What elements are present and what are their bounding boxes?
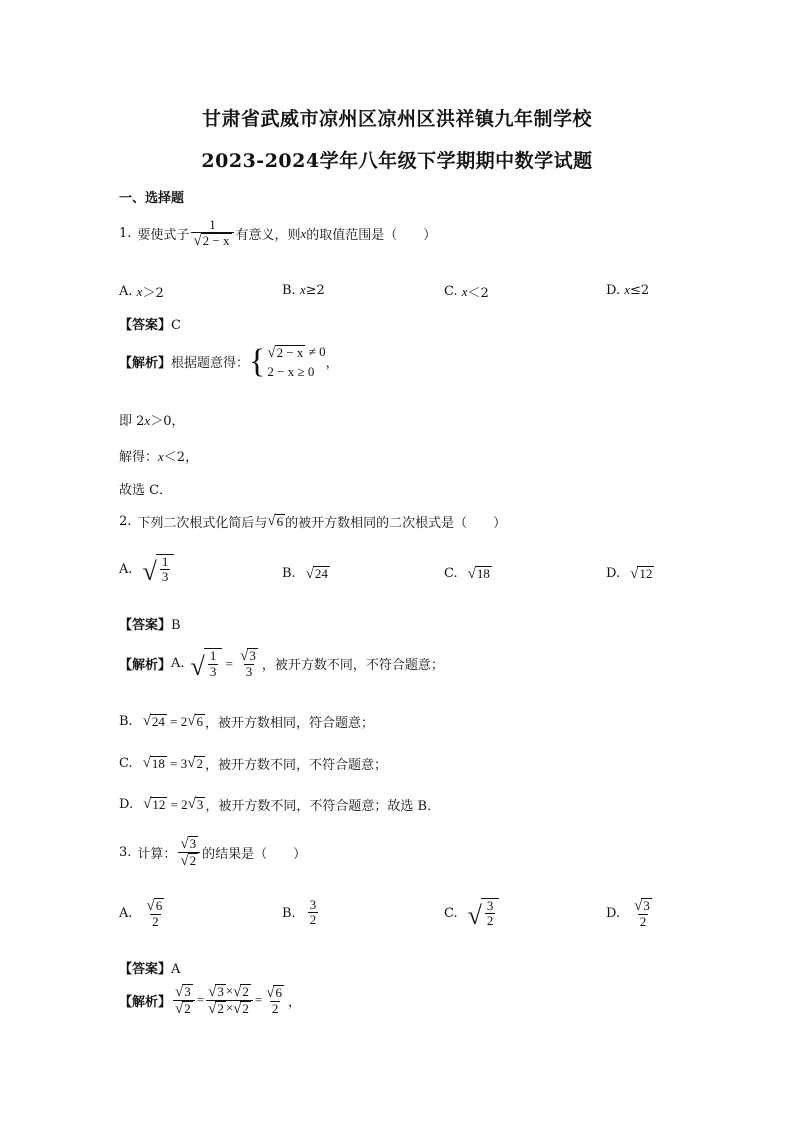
radical-icon: √ [187, 755, 196, 772]
radicand: 24 [151, 713, 165, 729]
radicand: 2 − x [202, 233, 230, 249]
analysis-tag: 【解析】 [119, 994, 172, 1010]
radicand: 2 [184, 1001, 191, 1017]
option-label: B. [119, 714, 133, 729]
analysis-text: 即 2 [119, 414, 145, 429]
fraction-denominator: 3 [209, 663, 217, 679]
option-label: D. [606, 282, 621, 298]
radical-icon: √ [190, 651, 205, 681]
fraction [191, 218, 233, 249]
question-number: 1. [119, 226, 132, 242]
equals-sign: = [166, 755, 181, 771]
question-number: 3. [119, 844, 132, 860]
brace-icon: { [249, 342, 266, 380]
radicand: 6 [155, 898, 163, 914]
answer-value: A [171, 962, 181, 977]
option-text: ≤2 [630, 282, 650, 298]
analysis-line: 【解析】 √ 3 √ 2 = √ 3 × √ 2 √ 2 × √ 2 = √ 6 2 ， [119, 983, 301, 1017]
equation-text: 2 − x ≥ 0 [267, 363, 315, 379]
option-label: C. [444, 566, 458, 582]
analysis-line [119, 712, 374, 731]
option-label: A. [171, 656, 185, 672]
fraction-denominator: 2 [309, 912, 317, 928]
analysis-text: 解得： [119, 450, 159, 465]
variable: x [158, 449, 164, 464]
analysis-text: ，被开方数不同，不符合题意； [204, 758, 387, 773]
radicand: 3 [184, 984, 191, 1000]
option-text: ＞2 [142, 286, 164, 301]
radical-icon: √ [267, 513, 276, 530]
radical-icon: √ [187, 796, 196, 813]
analysis-tag: 【解析】 [119, 658, 172, 674]
radical-icon: √ [175, 983, 184, 1000]
fraction-numerator: 1 [209, 217, 216, 232]
radicand: 12 [152, 796, 166, 812]
answer-line [119, 614, 181, 633]
variable: x [461, 283, 468, 299]
answer-line [119, 314, 181, 333]
option-d [606, 282, 649, 298]
question-text: 有意义，则 [235, 228, 301, 244]
option-label: D. [119, 797, 134, 812]
radical-icon: √ [467, 901, 482, 931]
option-a [119, 554, 174, 585]
page-title-line1: 甘肃省武威市凉州区凉州区洪祥镇九年制学校 [201, 108, 592, 130]
radical-icon: √ [467, 565, 476, 582]
radicand: 6 [196, 713, 203, 729]
option-label: B. [282, 905, 296, 921]
question-number: 2. [119, 514, 132, 529]
variable: x [144, 413, 151, 428]
option-text: ＜2 [467, 286, 489, 301]
radicand: 2 [196, 755, 203, 771]
option-label: B. [282, 566, 296, 582]
radical-icon: √ [146, 897, 155, 914]
radical-icon: √ [233, 1000, 242, 1017]
radical-icon: √ [305, 565, 314, 582]
radicand: 6 [276, 513, 284, 529]
option-c [444, 282, 489, 301]
analysis-text: ，被开方数不同，不符合题意； [261, 658, 444, 674]
option-a [119, 282, 164, 301]
answer-tag: 【答案】 [119, 618, 172, 633]
question-text: 的被开方数相同的二次根式是（ ） [285, 516, 507, 531]
option-label: A. [119, 906, 133, 922]
radicand: 2 − x [276, 345, 304, 361]
question-text: 的取值范围是（ ） [306, 228, 437, 244]
answer-tag: 【答案】 [119, 318, 172, 333]
fraction-denominator: 2 [152, 913, 159, 929]
option-c [444, 898, 499, 929]
answer-value: B [171, 618, 181, 633]
analysis-line [119, 648, 444, 680]
radical-icon: √ [193, 233, 202, 250]
coefficient: 3 [180, 755, 188, 771]
question-1 [119, 218, 436, 249]
option-label: A. [119, 562, 133, 578]
variable: x [300, 225, 307, 241]
radical-icon: √ [630, 565, 639, 582]
fraction-denominator: 3 [161, 569, 169, 585]
radicand: 3 [196, 796, 204, 812]
radical-icon: √ [233, 983, 242, 1000]
variable: x [299, 282, 306, 297]
radicand: 18 [151, 755, 165, 771]
radical-icon: √ [267, 344, 276, 361]
analysis-step [119, 446, 198, 465]
equals-sign: = [196, 992, 205, 1008]
equals-sign: = [166, 713, 181, 729]
coefficient: 2 [181, 796, 188, 812]
radicand: 3 [249, 648, 256, 664]
radical-icon: √ [142, 557, 157, 587]
section-heading: 一、选择题 [119, 191, 185, 206]
analysis-conclusion: 故选 C． [119, 483, 173, 498]
option-c [444, 566, 492, 582]
answer-tag: 【答案】 [119, 962, 172, 977]
radical-icon: √ [208, 1000, 217, 1017]
option-text: ≥2 [305, 282, 325, 298]
radicand: 2 [242, 1001, 249, 1017]
punctuation: ， [287, 994, 301, 1010]
fraction-denominator: 3 [245, 663, 253, 679]
variable: x [624, 282, 631, 297]
option-b [282, 282, 325, 298]
radicand: 2 [217, 1001, 224, 1017]
punctuation: ， [325, 356, 339, 371]
fraction-numerator: 3 [486, 898, 494, 913]
question-3 [119, 836, 306, 869]
analysis-text: ，被开方数相同，符合题意； [205, 716, 375, 731]
question-text: 的结果是（ ） [202, 846, 307, 862]
question-text: 要使式子 [137, 228, 190, 244]
radicand: 3 [189, 836, 197, 852]
radical-icon: √ [142, 755, 151, 772]
radicand: 2 [242, 984, 249, 1000]
option-d [606, 566, 654, 582]
fraction-numerator: 1 [209, 648, 217, 664]
answer-line [119, 958, 180, 977]
question-text: 下列二次根式化简后与 [137, 516, 268, 531]
option-label: D. [606, 906, 621, 922]
radicand: 24 [314, 566, 328, 581]
radical-icon: √ [187, 713, 196, 730]
question-text: 计算： [137, 846, 177, 862]
radicand: 3 [643, 898, 650, 914]
analysis-line [119, 795, 440, 814]
analysis-tag: 【解析】 [119, 356, 172, 371]
fraction-denominator: 2 [639, 913, 647, 929]
fraction-denominator: 2 [486, 913, 494, 929]
radicand: 12 [639, 566, 653, 581]
option-d [606, 898, 656, 930]
radicand: 6 [275, 984, 282, 1000]
variable: x [136, 283, 143, 299]
equation-text: ≠ 0 [305, 344, 326, 359]
analysis-text: ＞0， [150, 414, 185, 429]
equals-sign: = [222, 655, 237, 671]
analysis-line [119, 754, 387, 773]
option-b [282, 566, 330, 582]
analysis-text: ＜2， [163, 450, 199, 465]
option-label: C. [444, 906, 458, 922]
radical-icon: √ [180, 852, 189, 869]
analysis-text: 根据题意得： [171, 356, 250, 371]
radical-icon: √ [175, 1000, 184, 1017]
radical [267, 514, 285, 530]
equals-sign: = [254, 992, 263, 1008]
option-label: B. [282, 282, 296, 298]
radicand: 18 [476, 566, 490, 581]
radical-icon: √ [634, 897, 643, 914]
fraction-numerator: 3 [309, 897, 317, 912]
coefficient: 2 [180, 713, 188, 729]
radical-icon: √ [240, 647, 249, 664]
question-2 [119, 512, 506, 531]
fraction-denominator: 2 [271, 1000, 279, 1016]
radical-icon: √ [208, 983, 217, 1000]
equals-sign: = [167, 796, 182, 812]
radicand: 3 [217, 984, 224, 1000]
option-label: A. [119, 284, 133, 299]
analysis-step [119, 410, 184, 429]
radical-icon: √ [142, 713, 151, 730]
option-label: C. [444, 284, 458, 299]
option-b [282, 898, 320, 928]
radicand: 2 [189, 853, 197, 869]
option-label: D. [606, 566, 621, 582]
radical-icon: √ [143, 796, 152, 813]
analysis-line [119, 342, 339, 381]
page-title-line2: 2023-2024学年八年级下学期期中数学试题 [201, 150, 593, 172]
option-a [119, 898, 168, 930]
radical-icon: √ [180, 835, 189, 852]
option-label: C. [119, 756, 133, 771]
radical-icon: √ [266, 984, 275, 1001]
fraction-numerator: 1 [161, 554, 169, 569]
analysis-text: ，被开方数不同，不符合题意；故选 B． [205, 799, 441, 814]
equation-system [249, 342, 326, 381]
answer-value: C [171, 318, 181, 333]
